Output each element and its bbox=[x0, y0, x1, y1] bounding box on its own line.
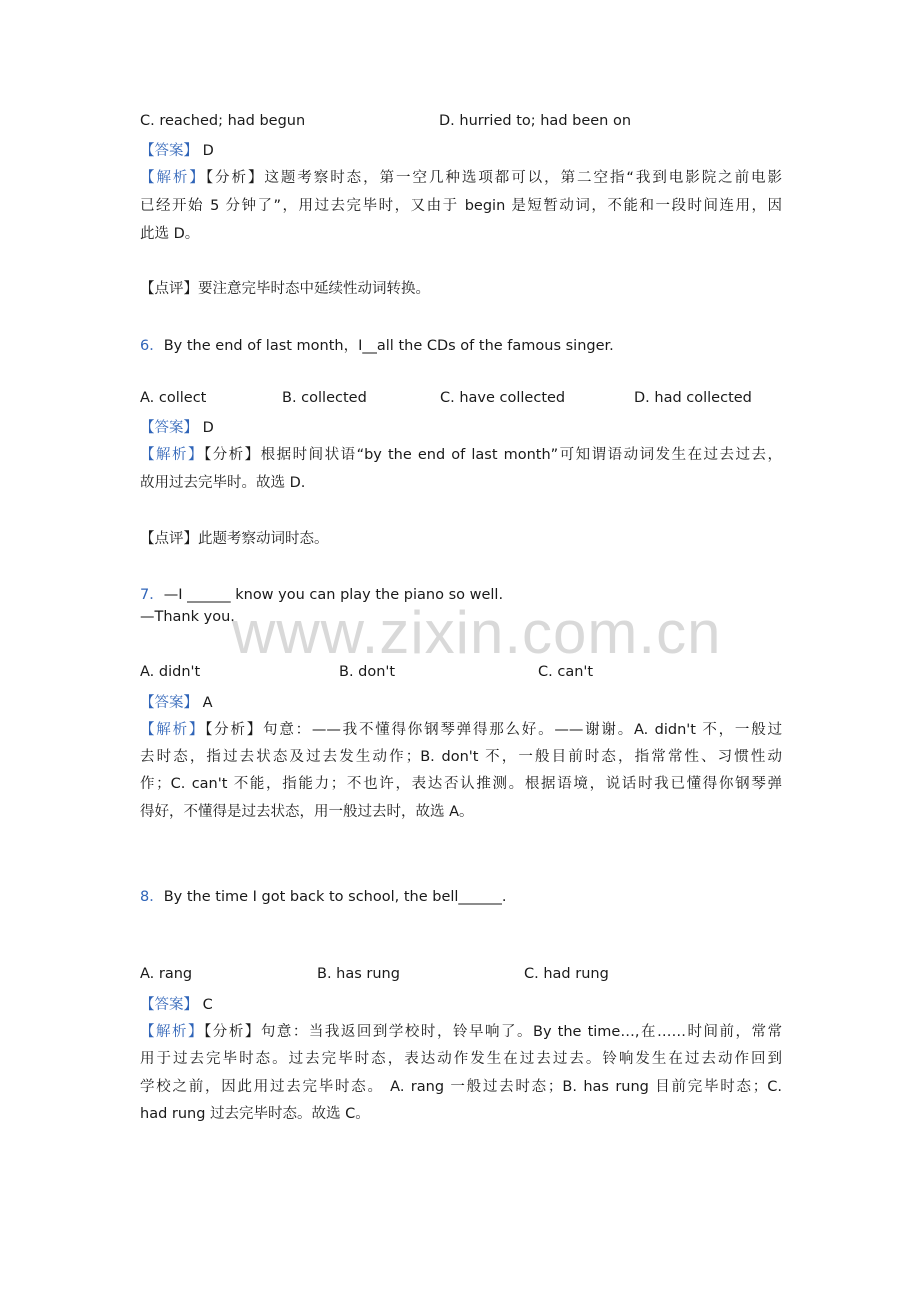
analysis-tag: 【解析】 bbox=[140, 447, 204, 463]
answer-tag: 【答案】 bbox=[140, 143, 198, 159]
q6-answer-row bbox=[140, 416, 214, 437]
q7-analysis-line-1 bbox=[140, 718, 782, 739]
q6-answer: D bbox=[202, 420, 214, 436]
analysis-tag: 【解析】 bbox=[140, 1024, 205, 1040]
q7-option-c: C. can't bbox=[538, 664, 594, 680]
q8-analysis-line-1 bbox=[140, 1020, 782, 1041]
q6-stem-text: By the end of last month，I__all the CDs of the famous singer. bbox=[163, 338, 614, 354]
q7-stem-text: —I ______ know you can play the piano so well. bbox=[163, 587, 504, 603]
q7-option-b: B. don't bbox=[339, 664, 396, 680]
q8-analysis-line-2: 用于过去完毕时态。过去完毕时态，表达动作发生在过去过去。铃响发生在过去动作回到 bbox=[140, 1051, 782, 1067]
q7-stem bbox=[140, 583, 503, 604]
q8-stem-text: By the time I got back to school, the bell______. bbox=[163, 889, 507, 905]
q5-analysis-line-1 bbox=[140, 166, 782, 187]
q6-comment-text: 此题考察动词时态。 bbox=[198, 531, 329, 547]
q6-analysis-text: 根据时间状语“by the end of last month”可知谓语动词发生在过去过去， bbox=[260, 447, 783, 463]
watermark: www.zixin.com.cn bbox=[232, 599, 722, 666]
q7-reply: —Thank you. bbox=[140, 609, 235, 625]
q8-stem bbox=[140, 885, 507, 906]
q5-analysis-line-3: 此选 D。 bbox=[140, 226, 200, 242]
answer-tag: 【答案】 bbox=[140, 997, 198, 1013]
q7-analysis-text: 句意：——我不懂得你钢琴弹得那么好。——谢谢。A. didn't 不，一般过 bbox=[263, 722, 782, 738]
q5-analysis-text: 这题考察时态，第一空几种选项都可以，第二空指“我到电影院之前电影 bbox=[264, 170, 783, 186]
q6-option-b: B. collected bbox=[282, 390, 367, 406]
q7-analysis-line-2: 去时态，指过去状态及过去发生动作；B. don't 不，一般目前时态，指常常性、习惯性动 bbox=[140, 749, 782, 765]
q6-analysis-line-2: 故用过去完毕时。故选 D. bbox=[140, 475, 306, 491]
q7-number: 7． bbox=[140, 587, 164, 603]
q6-option-d: D. had collected bbox=[634, 390, 752, 406]
answer-tag: 【答案】 bbox=[140, 695, 198, 711]
q8-analysis-text: 句意：当我返回到学校时，铃早响了。By the time…,在……时间前，常常 bbox=[260, 1024, 783, 1040]
comment-tag: 【点评】 bbox=[140, 281, 198, 297]
fenxi-tag: 【分析】 bbox=[203, 447, 261, 463]
q6-number: 6． bbox=[140, 338, 164, 354]
q6-option-a: A. collect bbox=[140, 390, 207, 406]
q8-option-b: B. has rung bbox=[317, 966, 400, 982]
q6-analysis-line-1 bbox=[140, 443, 782, 464]
q6-option-c: C. have collected bbox=[440, 390, 566, 406]
analysis-tag: 【解析】 bbox=[140, 722, 206, 738]
q7-answer-row bbox=[140, 691, 213, 712]
q7-option-a: A. didn't bbox=[140, 664, 201, 680]
q8-number: 8． bbox=[140, 889, 164, 905]
fenxi-tag: 【分析】 bbox=[205, 722, 264, 738]
q8-answer-row bbox=[140, 993, 213, 1014]
fenxi-tag: 【分析】 bbox=[204, 1024, 261, 1040]
q8-analysis-line-4: had rung 过去完毕时态。故选 C。 bbox=[140, 1106, 370, 1122]
q7-answer: A bbox=[202, 695, 213, 711]
q8-analysis-line-3: 学校之前，因此用过去完毕时态。 A. rang 一般过去时态；B. has rung 目前完毕时态；C. bbox=[140, 1079, 782, 1095]
q7-analysis-line-4: 得好，不懂得是过去状态，用一般过去时，故选 A。 bbox=[140, 804, 474, 820]
q5-comment bbox=[140, 277, 430, 298]
q5-analysis-line-2: 已经开始 5 分钟了”，用过去完毕时，又由于 begin 是短暂动词，不能和一段时间连用，因 bbox=[140, 198, 782, 214]
q5-option-d: D. hurried to; had been on bbox=[439, 113, 632, 129]
q8-option-a: A. rang bbox=[140, 966, 193, 982]
q6-stem bbox=[140, 334, 614, 355]
q6-comment bbox=[140, 527, 329, 548]
q5-answer-row bbox=[140, 139, 214, 160]
fenxi-tag: 【分析】 bbox=[205, 170, 265, 186]
answer-tag: 【答案】 bbox=[140, 420, 198, 436]
q5-comment-text: 要注意完毕时态中延续性动词转换。 bbox=[198, 281, 430, 297]
q7-analysis-line-3: 作；C. can't 不能，指能力；不也许，表达否认推测。根据语境，说话时我已懂得你钢琴弹 bbox=[140, 776, 782, 792]
q8-answer: C bbox=[202, 997, 213, 1013]
q5-option-c: C. reached; had begun bbox=[140, 113, 306, 129]
comment-tag: 【点评】 bbox=[140, 531, 198, 547]
analysis-tag: 【解析】 bbox=[140, 170, 206, 186]
q5-answer: D bbox=[202, 143, 214, 159]
q8-option-c: C. had rung bbox=[524, 966, 609, 982]
